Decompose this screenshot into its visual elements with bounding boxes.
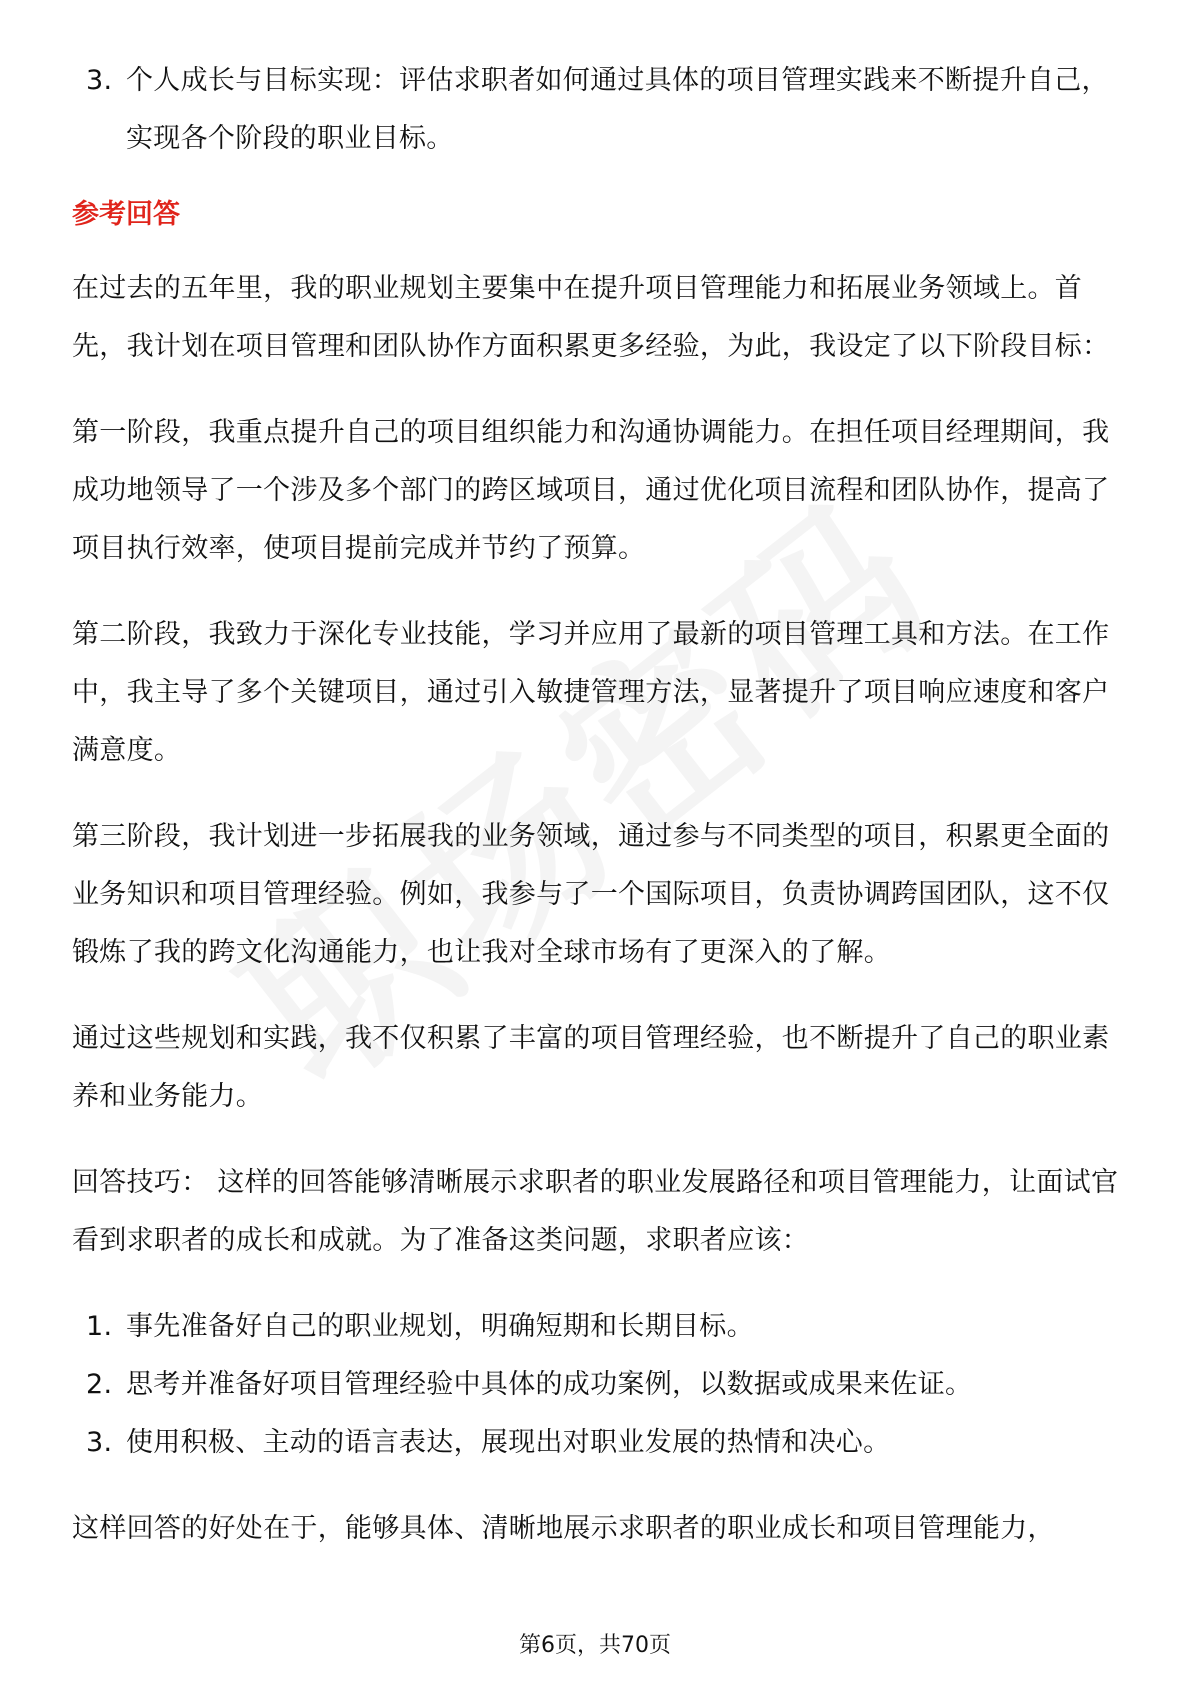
answer-paragraph: 第一阶段，我重点提升自己的项目组织能力和沟通协调能力。在担任项目经理期间，我成功地领导了一个涉及多个部门的跨区域项目，通过优化项目流程和团队协作，提高了项目执行效率，使项目提前完成并节约了预算。 (72, 417, 1110, 564)
list-item (72, 1298, 1122, 1356)
answer-paragraph: 在过去的五年里，我的职业规划主要集中在提升项目管理能力和拓展业务领域上。首先，我计划在项目管理和团队协作方面积累更多经验，为此，我设定了以下阶段目标： (72, 273, 1110, 362)
list-item-text: 使用积极、主动的语言表达，展现出对职业发展的热情和决心。 (126, 1427, 891, 1458)
tips-intro-paragraph: 回答技巧： 这样的回答能够清晰展示求职者的职业发展路径和项目管理能力，让面试官看到求职者的成长和成就。为了准备这类问题，求职者应该： (72, 1167, 1119, 1256)
answer-paragraph: 通过这些规划和实践，我不仅积累了丰富的项目管理经验，也不断提升了自己的职业素养和业务能力。 (72, 1023, 1110, 1112)
list-item (72, 1356, 1122, 1414)
closing-paragraph: 这样回答的好处在于，能够具体、清晰地展示求职者的职业成长和项目管理能力， (72, 1513, 1055, 1544)
list-item-text: 事先准备好自己的职业规划，明确短期和长期目标。 (126, 1311, 754, 1342)
list-item-text: 个人成长与目标实现：评估求职者如何通过具体的项目管理实践来不断提升自己，实现各个阶段的职业目标。 (126, 65, 1109, 154)
page-content (72, 52, 1122, 1558)
tips-list (72, 1298, 1122, 1472)
answer-paragraph: 第二阶段，我致力于深化专业技能，学习并应用了最新的项目管理工具和方法。在工作中，我主导了多个关键项目，通过引入敏捷管理方法，显著提升了项目响应速度和客户满意度。 (72, 619, 1110, 766)
list-item-text: 思考并准备好项目管理经验中具体的成功案例，以数据或成果来佐证。 (126, 1369, 973, 1400)
page-footer: 第6页，共70页 (519, 1633, 671, 1658)
list-item-number: 3. (86, 65, 113, 96)
answer-paragraph: 第三阶段，我计划进一步拓展我的业务领域，通过参与不同类型的项目，积累更全面的业务知识和项目管理经验。例如，我参与了一个国际项目，负责协调跨国团队，这不仅锻炼了我的跨文化沟通能力，也让我对全球市场有了更深入的了解。 (72, 821, 1110, 968)
list-item-number: 1. (86, 1311, 113, 1342)
section-heading: 参考回答 (72, 199, 180, 230)
list-item-number: 2. (86, 1369, 113, 1400)
list-item (72, 52, 1122, 168)
criteria-list (72, 52, 1122, 168)
list-item (72, 1414, 1122, 1472)
list-item-number: 3. (86, 1427, 113, 1458)
